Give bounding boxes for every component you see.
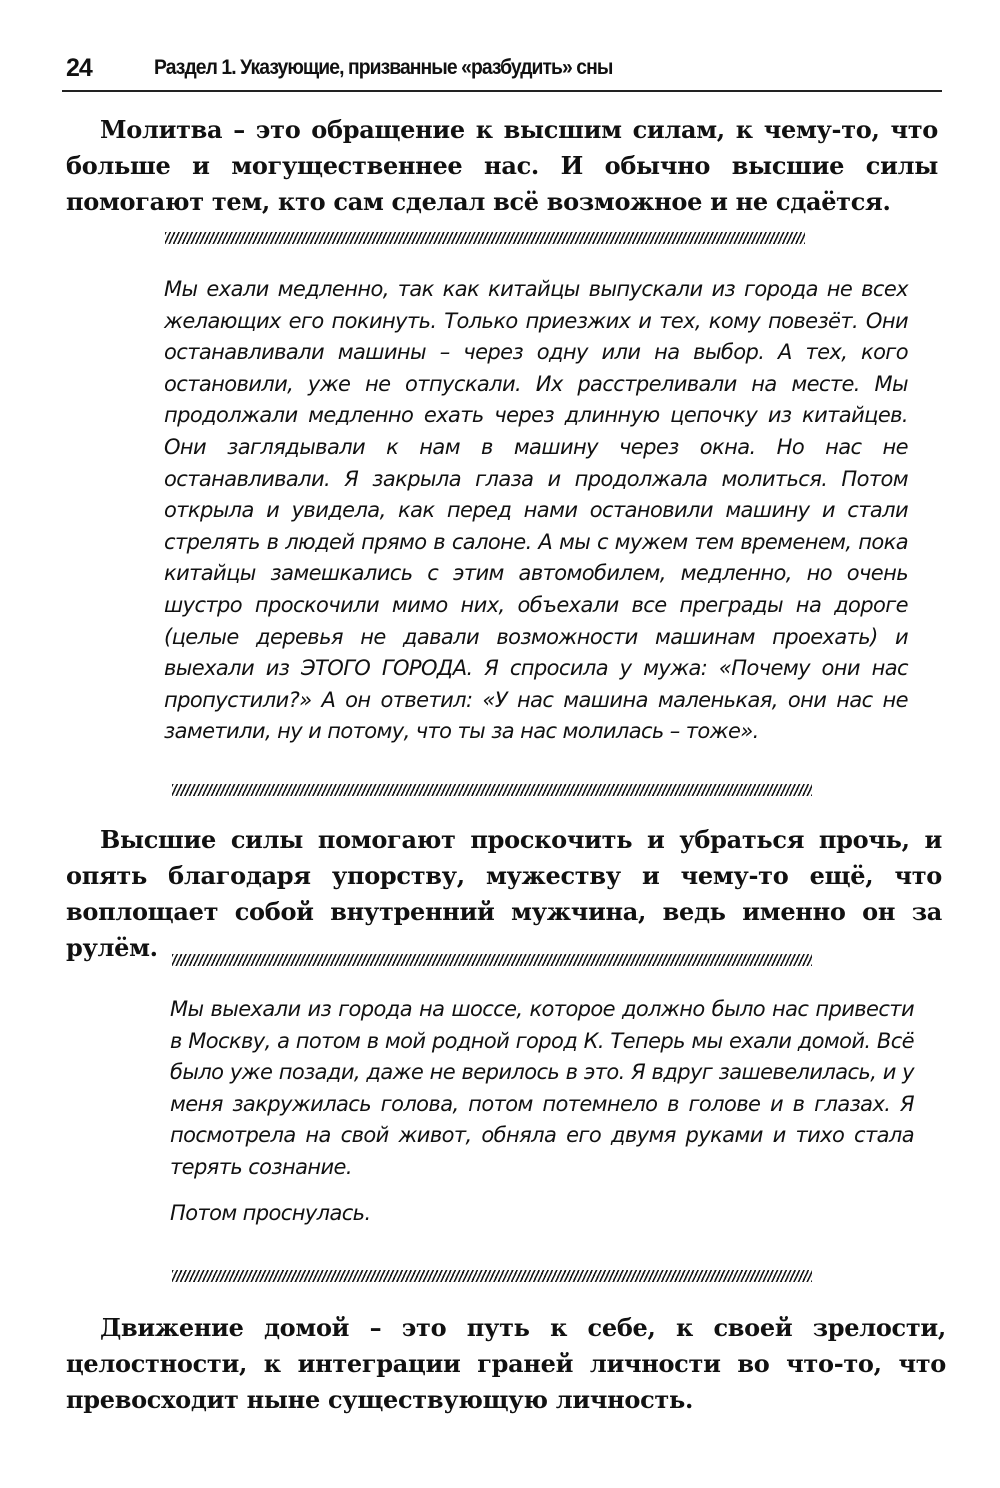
hatched-divider bbox=[172, 1270, 812, 1282]
quote-closing-line: Потом проснулась. bbox=[170, 1200, 371, 1225]
quote-text: Мы ехали медленно, так как китайцы выпускали из города не всех желающих его покинуть. Только приезжих и тех, кому повезёт. Они останавливали машины – через одну или на выбор. А тех, кого остановили, уже не отпускали. Их расстреливали на месте. Мы продолжали медленно ехать через длинную цепочку из китайцев. Они заглядывали к нам в машину через окна. Но нас не останавливали. Я закрыла глаза и продолжала молиться. Потом открыла и увидела, как перед нами остановили машину и стали стрелять в людей прямо в салоне. А мы с мужем тем временем, пока китайцы замешкались с этим автомобилем, медленно, но очень шустро проскочили мимо них, объехали все преграды на дороге (целые деревья не давали возможности машинам проехать) и выехали из ЭТОГО ГОРОДА. Я спросила у мужа: «Почему они нас пропустили?» А он ответил: «У нас машина маленькая, они нас не заметили, ну и потому, что ты за нас молилась – тоже». bbox=[164, 277, 908, 744]
quote-text: Мы выехали из города на шоссе, которое должно было нас привести в Москву, а потом в мой родной город К. Теперь мы ехали домой. Всё было уже позади, даже не верилось в это. Я вдруг зашевелилась, и у меня закружилась голова, потом потемнело в голове и в глазах. Я посмотрела на свой живот, обняла его двумя руками и тихо стала терять сознание. bbox=[170, 997, 914, 1179]
running-head: Раздел 1. Указующие, призванные «разбудить» сны bbox=[154, 56, 613, 79]
paragraph-text: Молитва – это обращение к высшим силам, к чему-то, что больше и могущественнее нас. И обычно высшие силы помогают тем, кто сам сделал всё возможное и не сдаётся. bbox=[66, 115, 938, 216]
dream-quote-1 bbox=[164, 274, 908, 748]
dream-quote-2 bbox=[170, 994, 914, 1229]
page-number: 24 bbox=[66, 54, 92, 82]
paragraph-moving-home bbox=[66, 1310, 946, 1418]
paragraph-text: Высшие силы помогают проскочить и убраться прочь, и опять благодаря упорству, мужеству и чему-то ещё, что воплощает собой внутренний мужчина, ведь именно он за рулём. bbox=[66, 825, 942, 962]
hatched-divider bbox=[165, 232, 805, 244]
hatched-divider bbox=[172, 784, 812, 796]
hatched-divider bbox=[172, 954, 812, 966]
paragraph-prayer bbox=[66, 112, 938, 220]
paragraph-text: Движение домой – это путь к себе, к своей зрелости, целостности, к интеграции граней личности во что-то, что превосходит ныне существующую личность. bbox=[66, 1313, 946, 1414]
page-header bbox=[62, 50, 942, 92]
paragraph-higher-powers bbox=[66, 822, 942, 966]
